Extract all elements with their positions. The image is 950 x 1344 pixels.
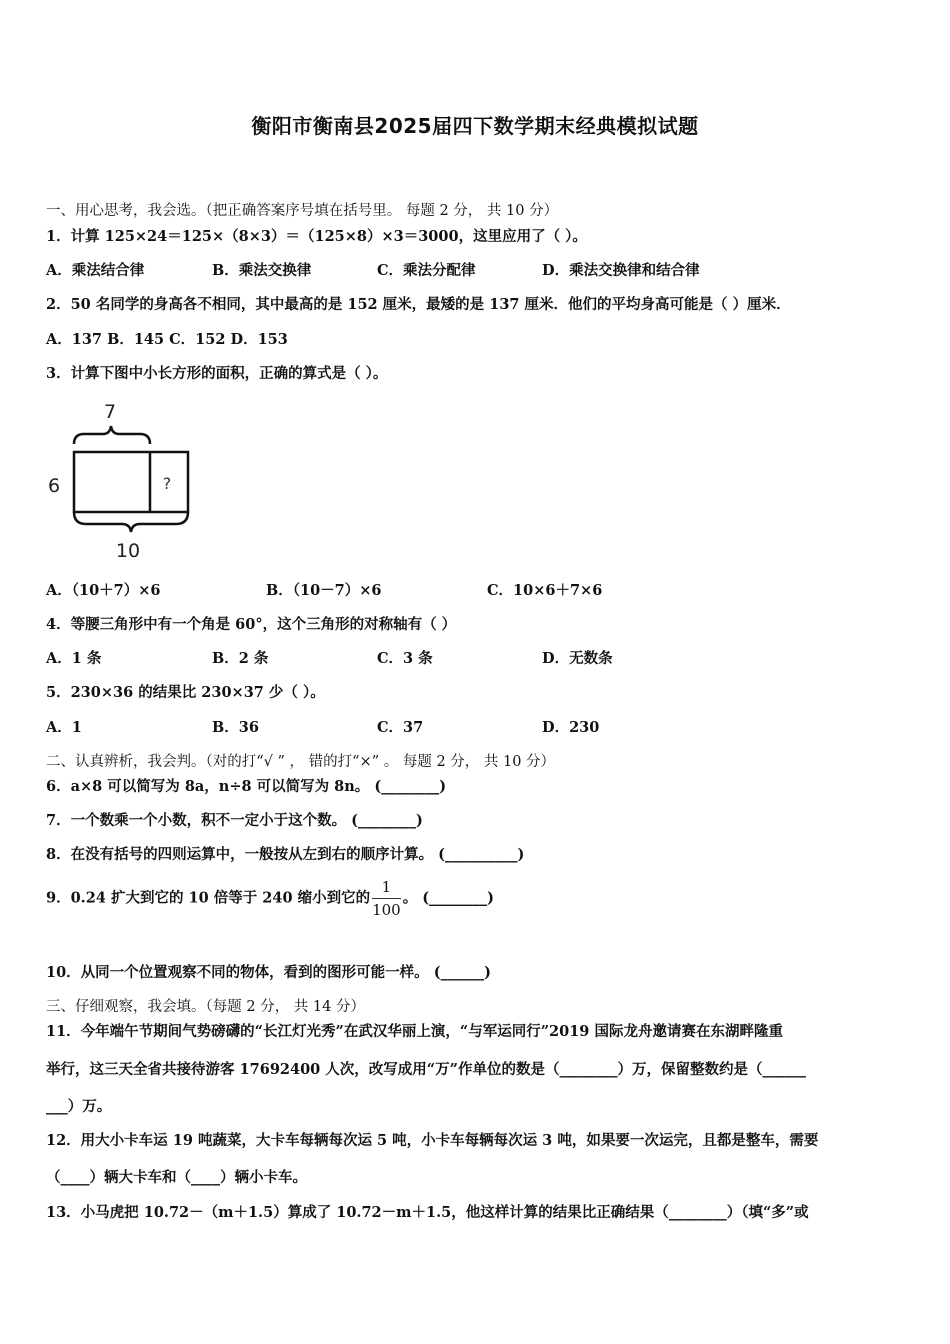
section-3-heading: 三、仔细观察，我会填。（每题 2 分， 共 14 分） xyxy=(46,999,365,1015)
page-title: 衡阳市衡南县2025届四下数学期末经典模拟试题 xyxy=(251,114,699,138)
q3-option-a: A．（10＋7）×6 xyxy=(46,582,161,599)
question-12-line-2: （____）辆大卡车和（____）辆小卡车。 xyxy=(46,1169,307,1186)
question-4: 4．等腰三角形中有一个角是 60°，这个三角形的对称轴有（ ） xyxy=(46,616,457,633)
question-8: 8．在没有括号的四则运算中，一般按从左到右的顺序计算。 (__________) xyxy=(46,846,525,863)
q1-option-a: A．乘法结合律 xyxy=(46,262,145,279)
side-height-label: 6 xyxy=(47,475,61,497)
fraction-one-hundredth xyxy=(372,878,401,919)
unknown-label: ? xyxy=(162,474,172,493)
q9-text-after: 。 (________) xyxy=(402,889,495,907)
fraction-numerator: 1 xyxy=(381,878,392,896)
top-width-label: 7 xyxy=(103,401,117,423)
bottom-width-label: 10 xyxy=(115,540,141,562)
question-11-line-2: 举行，这三天全省共接待游客 17692400 人次，改写成用“万”作单位的数是（________）万，保留整数约是（______ xyxy=(46,1061,806,1078)
top-brace xyxy=(74,426,150,444)
section-1-heading: 一、用心思考，我会选。（把正确答案序号填在括号里。 每题 2 分， 共 10 分） xyxy=(46,203,559,219)
q5-option-b: B．36 xyxy=(212,719,259,736)
q9-text-before: 9．0.24 扩大到它的 10 倍等于 240 缩小到它的 xyxy=(46,889,371,907)
fraction-denominator: 100 xyxy=(372,901,401,919)
q4-option-c: C．3 条 xyxy=(377,650,433,667)
q4-option-d: D．无数条 xyxy=(542,650,613,667)
q4-option-b: B．2 条 xyxy=(212,650,269,667)
question-5: 5．230×36 的结果比 230×37 少（ ）。 xyxy=(46,684,325,701)
bottom-brace xyxy=(74,512,188,532)
q1-option-d: D．乘法交换律和结合律 xyxy=(542,262,700,279)
question-13-line-1: 13．小马虎把 10.72－（m＋1.5）算成了 10.72－m＋1.5，他这样计算的结果比正确结果（________）（填“多”或 xyxy=(46,1204,809,1221)
question-1: 1．计算 125×24＝125×（8×3）＝（125×8）×3＝3000，这里应用了（ ）。 xyxy=(46,228,587,245)
q3-option-c: C．10×6＋7×6 xyxy=(487,582,603,599)
question-12-line-1: 12．用大小卡车运 19 吨蔬菜，大卡车每辆每次运 5 吨，小卡车每辆每次运 3 吨，如果要一次运完，且都是整车，需要 xyxy=(46,1132,819,1149)
question-3: 3．计算下图中小长方形的面积，正确的算式是（ ）。 xyxy=(46,365,388,382)
section-2-heading: 二、认真辨析，我会判。（对的打“√ ” ， 错的打“×” 。 每题 2 分， 共 10 分） xyxy=(46,754,556,770)
question-9 xyxy=(46,878,494,919)
question-2: 2．50 名同学的身高各不相同，其中最高的是 152 厘米，最矮的是 137 厘米．他们的平均身高可能是（ ）厘米． xyxy=(46,296,791,313)
rectangle-figure xyxy=(44,396,214,570)
q1-option-b: B．乘法交换律 xyxy=(212,262,312,279)
q5-option-c: C．37 xyxy=(377,719,424,736)
question-10: 10．从同一个位置观察不同的物体，看到的图形可能一样。 (______) xyxy=(46,964,491,981)
question-7: 7．一个数乘一个小数，积不一定小于这个数。 (________) xyxy=(46,812,423,829)
q5-option-a: A．1 xyxy=(46,719,82,736)
q2-options: A．137 B．145 C．152 D．153 xyxy=(46,331,288,348)
question-6: 6．a×8 可以简写为 8a，n÷8 可以简写为 8n。 (________) xyxy=(46,778,447,795)
q3-option-b: B．（10－7）×6 xyxy=(266,582,382,599)
question-11-line-1: 11．今年端午节期间气势磅礴的“长江灯光秀”在武汉华丽上演，“与军运同行”2019 国际龙舟邀请赛在东湖畔隆重 xyxy=(46,1023,783,1040)
q4-option-a: A．1 条 xyxy=(46,650,102,667)
question-11-line-3: ___）万。 xyxy=(46,1098,112,1115)
q1-option-c: C．乘法分配律 xyxy=(377,262,476,279)
q5-option-d: D．230 xyxy=(542,719,600,736)
